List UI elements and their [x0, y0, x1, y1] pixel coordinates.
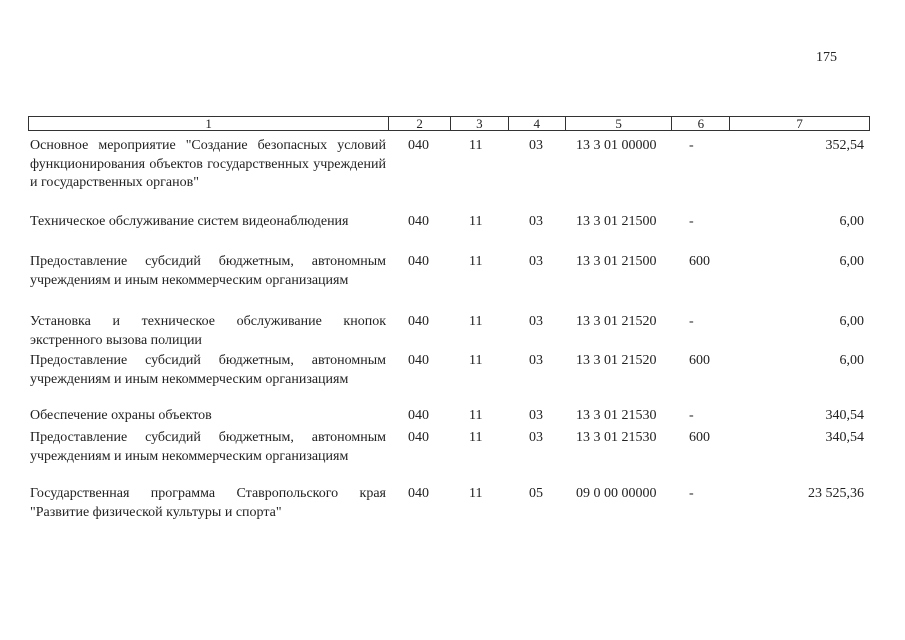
row-col-4: 03 [529, 408, 543, 423]
row-col-3: 11 [469, 138, 483, 153]
row-col-4: 03 [529, 254, 543, 269]
row-col-7: 23 525,36 [808, 486, 864, 501]
row-col-5: 13 3 01 21500 [576, 254, 657, 269]
row-col-5: 13 3 01 00000 [576, 138, 657, 153]
row-col-6: - [689, 314, 694, 329]
row-col-2: 040 [408, 314, 429, 329]
row-col-4: 03 [529, 214, 543, 229]
header-col-6: 6 [672, 117, 730, 130]
row-name: Обеспечение охраны объектов [30, 408, 212, 423]
row-col-6: - [689, 138, 694, 153]
row-col-6: - [689, 214, 694, 229]
row-col-5: 13 3 01 21530 [576, 430, 657, 445]
row-col-3: 11 [469, 254, 483, 269]
row-name: Техническое обслуживание систем видеонаблюдения [30, 214, 349, 229]
row-col-6: 600 [689, 430, 710, 445]
row-name: Предоставление субсидий бюджетным, автономным учреждениям и иным некоммерческим организациям [30, 353, 386, 387]
row-col-4: 05 [529, 486, 543, 501]
row-col-2: 040 [408, 486, 429, 501]
row-col-4: 03 [529, 138, 543, 153]
header-col-2: 2 [389, 117, 451, 130]
row-col-3: 11 [469, 430, 483, 445]
row-col-7: 6,00 [839, 353, 864, 368]
row-col-7: 6,00 [839, 214, 864, 229]
row-name: Основное мероприятие "Создание безопасных условий функционирования объектов государственных учреждений и государственных органов" [30, 138, 386, 190]
row-col-2: 040 [408, 353, 429, 368]
table-header [28, 116, 870, 131]
row-col-5: 13 3 01 21530 [576, 408, 657, 423]
row-col-7: 6,00 [839, 314, 864, 329]
row-col-2: 040 [408, 138, 429, 153]
row-col-7: 6,00 [839, 254, 864, 269]
row-col-3: 11 [469, 486, 483, 501]
row-col-7: 340,54 [825, 408, 864, 423]
row-col-6: - [689, 408, 694, 423]
row-name: Предоставление субсидий бюджетным, автономным учреждениям и иным некоммерческим организациям [30, 254, 386, 288]
row-col-3: 11 [469, 408, 483, 423]
row-col-7: 340,54 [825, 430, 864, 445]
header-col-3: 3 [451, 117, 509, 130]
row-col-4: 03 [529, 430, 543, 445]
row-col-7: 352,54 [825, 138, 864, 153]
header-col-5: 5 [566, 117, 673, 130]
row-col-3: 11 [469, 353, 483, 368]
row-col-3: 11 [469, 314, 483, 329]
row-name: Предоставление субсидий бюджетным, автономным учреждениям и иным некоммерческим организациям [30, 430, 386, 464]
row-col-5: 09 0 00 00000 [576, 486, 657, 501]
row-col-4: 03 [529, 353, 543, 368]
row-name: Государственная программа Ставропольского края "Развитие физической культуры и спорта" [30, 486, 386, 520]
row-name: Установка и техническое обслуживание кнопок экстренного вызова полиции [30, 314, 386, 348]
row-col-5: 13 3 01 21520 [576, 353, 657, 368]
row-col-4: 03 [529, 314, 543, 329]
header-col-4: 4 [509, 117, 566, 130]
row-col-2: 040 [408, 430, 429, 445]
row-col-2: 040 [408, 214, 429, 229]
row-col-5: 13 3 01 21520 [576, 314, 657, 329]
header-col-1: 1 [29, 117, 389, 130]
header-col-7: 7 [796, 116, 803, 131]
row-col-6: - [689, 486, 694, 501]
row-col-5: 13 3 01 21500 [576, 214, 657, 229]
row-col-2: 040 [408, 254, 429, 269]
row-col-6: 600 [689, 254, 710, 269]
page-number: 175 [816, 50, 837, 65]
row-col-2: 040 [408, 408, 429, 423]
row-col-3: 11 [469, 214, 483, 229]
row-col-6: 600 [689, 353, 710, 368]
